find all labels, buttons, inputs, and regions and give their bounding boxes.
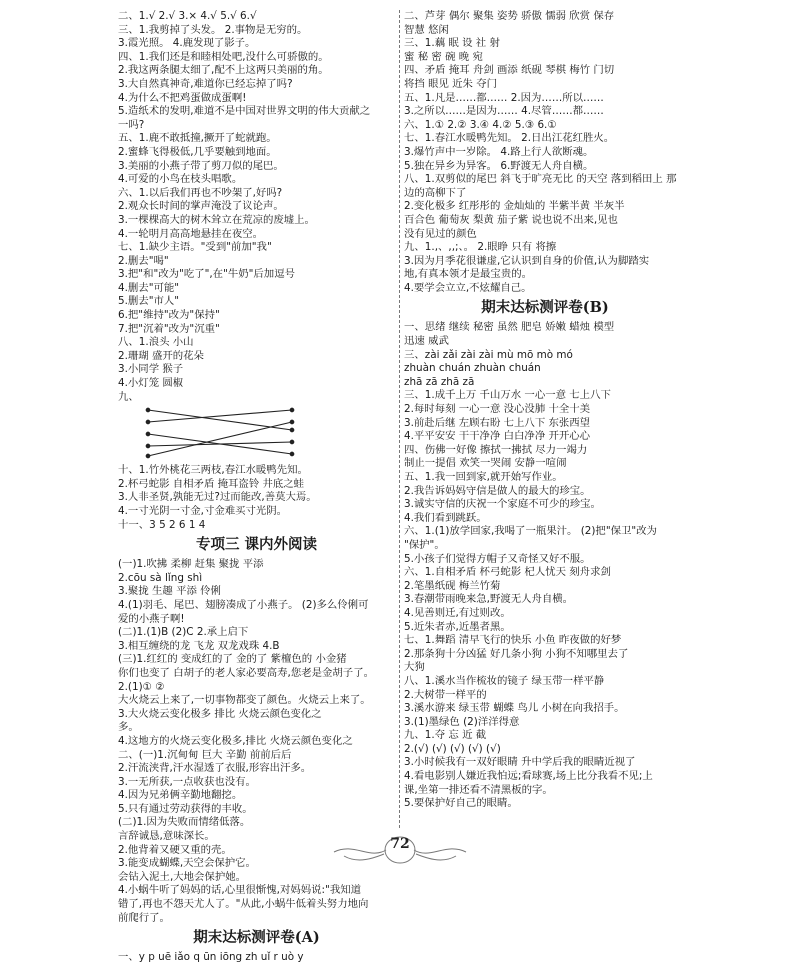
answer-line: 2.杯弓蛇影 自相矛盾 掩耳盗铃 井底之蛙 <box>118 477 305 490</box>
answer-line: 3.相互缠绕的龙 飞龙 双龙戏珠 4.B <box>118 639 280 652</box>
right-column <box>404 10 686 811</box>
answer-line: 地,有真本领才是最宝贵的。 <box>404 268 532 281</box>
answer-line: 三、1.藕 眠 设 社 射 <box>404 37 500 50</box>
answer-line: 2.(√) (√) (√) (√) (√) <box>404 742 501 755</box>
answer-line: 5.小孩子们觉得方帽子又奇怪又好不服。 <box>404 552 591 565</box>
match-dot <box>290 452 294 456</box>
answer-line: 4.(1)羽毛、尾巴、翅膀凑成了小燕子。 (2)多么伶俐可 <box>118 598 369 611</box>
answer-line: 4.小蜗牛听了妈妈的话,心里很惭愧,对妈妈说:"我知道 <box>118 884 362 897</box>
answer-line: 八、1.双剪似的尾巴 斜飞于旷亮无比 的天空 落到稻田上 那 <box>404 173 677 186</box>
answer-line: 3.人非圣贤,孰能无过?过而能改,善莫大焉。 <box>118 491 317 504</box>
answer-line: 六、1.(1)放学回家,我喝了一瓶果汁。 (2)把"保卫"改为 <box>404 525 657 538</box>
answer-line: 二、(一)1.沉甸甸 巨大 辛勤 前前后后 <box>118 748 292 761</box>
section-heading-final-b: 期末达标测评卷(B) <box>481 299 609 317</box>
answer-line: 5.近朱者赤,近墨者黑。 <box>404 620 511 633</box>
answer-line: 3.诚实守信的庆祝一个家庭不可少的珍宝。 <box>404 498 601 511</box>
answer-line: 2.笔墨纸砚 梅兰竹菊 <box>404 579 501 592</box>
answer-line: 九、1.,、,,;、。 2.眼睁 只有 将擦 <box>404 241 557 254</box>
answers-block-4 <box>118 951 395 965</box>
answer-line: "保护"。 <box>404 538 445 551</box>
answer-line: 2.蜜蜂飞得极低,几乎要触到地面。 <box>118 145 277 158</box>
answer-line: 3.小同学 猴子 <box>118 363 184 376</box>
answer-line: 3.(1)墨绿色 (2)洋洋得意 <box>404 715 520 728</box>
answer-line: 2.我告诉妈妈守信是做人的最大的珍宝。 <box>404 484 591 497</box>
section-heading-final-a: 期末达标测评卷(A) <box>193 929 320 947</box>
answer-line: 言辞诚恳,意味深长。 <box>118 830 215 843</box>
answer-line: 错了,再也不怨天尤人了。"从此,小蜗牛低着头努力地向 <box>118 898 369 911</box>
answer-line: 六、1.以后我们再也不吵架了,好吗? <box>118 186 283 199</box>
answer-line: 2.每时每刻 一心一意 没心没肺 十全十美 <box>404 403 591 416</box>
answer-line: 智慧 悠闲 <box>404 23 449 36</box>
answer-line: 6.把"维持"改为"保持" <box>118 309 220 322</box>
answer-line: zhā zā zhā zā <box>404 375 475 388</box>
answer-line: 5.独在异乡为异客。 6.野渡无人舟自横。 <box>404 159 594 172</box>
match-dot <box>146 454 150 458</box>
answer-line: zhuàn chuán zhuàn chuán <box>404 362 541 375</box>
answer-line: 五、1.凡是……都…… 2.因为……所以…… <box>404 91 604 104</box>
answer-line: 4.见善则迁,有过则改。 <box>404 606 511 619</box>
answer-line: 没有见过的颜色 <box>404 227 477 240</box>
answer-line: 3.一棵棵高大的树木耸立在荒凉的废墟上。 <box>118 213 315 226</box>
answer-line: 3.大自然真神奇,难道你已经忘掉了吗? <box>118 77 293 90</box>
answer-line: (一)1.吹拂 柔柳 赶集 聚拢 平添 <box>118 558 264 571</box>
answer-line: 一、思绪 继续 秘密 虽然 肥皂 娇嫩 蜡烛 模型 <box>404 321 615 334</box>
answer-line: 四、1.我们还是和睦相处吧,没什么可骄傲的。 <box>118 50 329 63</box>
answer-line: 4.删去"可能" <box>118 281 180 294</box>
match-dot <box>146 444 150 448</box>
left-column <box>118 10 395 965</box>
answers-block-2 <box>118 464 395 532</box>
answer-line: 一、y p uē iǎo q ūn iōng zh uǐ r uò y <box>118 951 304 964</box>
answer-line: 3.聚拢 生趣 平添 伶俐 <box>118 585 221 598</box>
answer-line: 2.珊瑚 盛开的花朵 <box>118 349 204 362</box>
answers-block-5 <box>404 10 686 295</box>
answer-line: 三、1.我剪掉了头发。 2.事物是无穷的。 <box>118 23 308 36</box>
answers-block-6 <box>404 321 686 810</box>
answer-line: 十一、3 5 2 6 1 4 <box>118 518 206 531</box>
section-heading-reading: 专项三 课内外阅读 <box>195 536 318 554</box>
answer-line: 一吗? <box>118 118 145 131</box>
answer-line: 3.霞光照。 4.鹿发现了影子。 <box>118 37 256 50</box>
answer-line: 3.因为月季花很谦虚,它认识到自身的价值,认为脚踏实 <box>404 254 650 267</box>
answer-line: 4.可爱的小鸟在枝头唱歌。 <box>118 173 243 186</box>
answer-line: 六、1.自相矛盾 杯弓蛇影 杞人忧天 刻舟求剑 <box>404 566 611 579</box>
answer-line: 3.美丽的小燕子带了剪刀似的尾巴。 <box>118 159 284 172</box>
answer-line: 二、芦芽 偶尔 聚集 姿势 骄傲 懦弱 欣赏 保存 <box>404 10 615 22</box>
answer-line: 四、矛盾 掩耳 舟剑 画添 纸砚 琴棋 梅竹 门切 <box>404 64 615 77</box>
answer-line: 大火烧云上来了,一切事物都变了颜色。火烧云上来了。 <box>118 694 371 707</box>
answer-line: (三)1.红红的 变成红的了 金的了 紫檀色的 小金猪 <box>118 653 347 666</box>
matching-label: 九、 <box>118 390 139 403</box>
answer-line: 课,坐第一排还看不清黑板的字。 <box>404 783 553 796</box>
answer-line: (二)1.因为失败而情绪低落。 <box>118 816 251 829</box>
match-dot <box>290 440 294 444</box>
answer-line: 边的高柳下了 <box>404 186 467 199</box>
answer-line: 前爬行了。 <box>118 911 170 924</box>
answer-line: 5.要保护好自己的眼睛。 <box>404 797 518 810</box>
answer-line: 蜜 秘 密 碗 晚 宛 <box>404 50 483 63</box>
page-footer <box>330 830 470 870</box>
answer-line: 5.删去"市人" <box>118 295 180 308</box>
answer-line: 八、1.浪头 小山 <box>118 336 194 349</box>
answer-line: 七、1.春江水暖鸭先知。 2.日出江花红胜火。 <box>404 132 615 145</box>
answer-line: 你们也变了 白胡子的老人家必要高寿,您老是金胡子了。 <box>118 666 374 679</box>
match-dot <box>290 408 294 412</box>
answer-line: 五、1.我一回到家,就开始写作业。 <box>404 471 563 483</box>
answer-line: 六、1.① 2.② 3.④ 4.② 5.③ 6.① <box>404 118 557 131</box>
answer-line: 3.春潮带雨晚来急,野渡无人舟自横。 <box>404 593 574 606</box>
answer-line: 会钻入泥土,大地会保护她。 <box>118 870 246 883</box>
answer-line: 八、1.溪水当作梳妆的镜子 绿玉带一样平静 <box>404 674 605 687</box>
answer-line: 3.能变成蝴蝶,天空会保护它。 <box>118 857 256 870</box>
answer-line: 3.把"和"改为"吃了",在"牛奶"后加逗号 <box>118 268 295 281</box>
answer-line: 2.删去"喝" <box>118 254 169 267</box>
answer-line: 4.平平安安 干干净净 白白净净 开开心心 <box>404 430 591 443</box>
match-dot <box>290 420 294 424</box>
answers-block-1 <box>118 10 395 391</box>
answer-line: (二)1.(1)B (2)C 2.承上启下 <box>118 626 249 639</box>
answer-line: 2.他背着又硬又重的壳。 <box>118 843 232 856</box>
answer-line: 2.我这两条腿太细了,配不上这两只美丽的角。 <box>118 64 329 77</box>
match-dot <box>146 432 150 436</box>
answer-line: 大狗 <box>404 661 425 674</box>
answer-line: 九、1.夺 忘 近 截 <box>404 729 487 742</box>
answer-line: 七、1.舞蹈 清早飞行的快乐 小鱼 昨夜做的好梦 <box>404 634 622 647</box>
answer-line: 3.爆竹声中一岁除。 4.路上行人欲断魂。 <box>404 145 594 158</box>
answer-line: 制止一提倡 欢笑一哭闹 安静一喧闹 <box>404 457 567 470</box>
answer-line: 2.观众长时间的掌声淹没了议论声。 <box>118 200 284 213</box>
answer-line: 3.小时候我有一双好眼睛 升中学后我的眼睛近视了 <box>404 756 636 769</box>
answer-line: 五、1.鹿不敢抵撞,撅开了蛇就跑。 <box>118 132 277 145</box>
answer-line: 十、1.竹外桃花三两枝,春江水暖鸭先知。 <box>118 464 308 477</box>
answer-line: 4.为什么不把鸡蛋做成蛋啊! <box>118 91 247 104</box>
answer-line: 4.这地方的火烧云变化极多,排比 火烧云颜色变化之 <box>118 734 353 747</box>
match-line-4 <box>148 442 292 446</box>
matching-diagram <box>142 404 302 462</box>
answers-block-3 <box>118 558 395 925</box>
answer-line: 4.要学会立立,不炫耀自己。 <box>404 281 532 294</box>
answer-line: 4.因为兄弟俩辛勤地翻挖。 <box>118 789 243 802</box>
answer-line: 迅速 威武 <box>404 335 449 348</box>
answer-line: 二、1.√ 2.√ 3.× 4.√ 5.√ 6.√ <box>118 10 257 22</box>
answer-line: 4.一寸光阴一寸金,寸金难买寸光阴。 <box>118 505 288 517</box>
answer-line: 4.我们看到跳跃。 <box>404 511 487 524</box>
answer-line: 4.一轮明月高高地悬挂在夜空。 <box>118 227 263 240</box>
answer-line: 七、1.缺少主语。"受到"前加"我" <box>118 241 272 254</box>
answer-line: 2.变化极多 红彤彤的 金灿灿的 半紫半黄 半灰半 <box>404 200 625 213</box>
answer-line: 5.造纸术的发明,难道不是中国对世界文明的伟大贡献之 <box>118 105 371 118</box>
answer-line: 3.前赴后继 左顾右盼 七上八下 东张西望 <box>404 416 591 429</box>
answer-line: 7.把"沉着"改为"沉重" <box>118 322 220 335</box>
answer-line: 三、1.成千上万 千山万水 一心一意 七上八下 <box>404 389 611 402</box>
answer-line: 2.汗流浃背,汗水湿透了衣服,形容出汗多。 <box>118 762 312 775</box>
answer-line: 2.大树带一样平的 <box>404 688 487 701</box>
answer-line: 3.之所以……是因为…… 4.尽管……都…… <box>404 105 604 118</box>
match-dot <box>290 428 294 432</box>
answer-line: 4.看电影别人嫌近我怕远;看球赛,场上比分我看不见;上 <box>404 770 653 783</box>
answer-line: 2.那条狗十分凶猛 好几条小狗 小狗不知哪里去了 <box>404 647 629 660</box>
match-dot <box>146 408 150 412</box>
column-divider <box>399 10 400 828</box>
answer-line: 将挡 眼见 近朱 夺门 <box>404 77 498 90</box>
answer-line: 2.(1)① ② <box>118 680 165 693</box>
answer-line: 3.大火烧云变化极多 排比 火烧云颜色变化之 <box>118 707 322 720</box>
answer-line: 3.一无所获,一点收获也没有。 <box>118 775 256 788</box>
answer-line: 3.溪水游来 绿玉带 蝴蝶 鸟儿 小树在向我招手。 <box>404 702 625 715</box>
answer-line: 爱的小燕子啊! <box>118 612 185 625</box>
answer-line: 三、zài zǎi zài zài mù mō mò mó <box>404 348 573 361</box>
answer-line: 5.只有通过劳动获得的丰收。 <box>118 802 253 815</box>
answer-line: 4.小灯笼 圆椒 <box>118 377 184 390</box>
answer-line: 四、伤佛一好像 擦拭一拂拭 尽力一竭力 <box>404 443 588 456</box>
answer-line: 百合色 葡萄灰 梨黄 茄子紫 说也说不出来,见也 <box>404 213 618 226</box>
page-number: 72 <box>390 836 410 852</box>
answer-line: 2.cōu sà lǐng shì <box>118 571 203 584</box>
match-dot <box>146 420 150 424</box>
answer-line: 多。 <box>118 721 139 734</box>
